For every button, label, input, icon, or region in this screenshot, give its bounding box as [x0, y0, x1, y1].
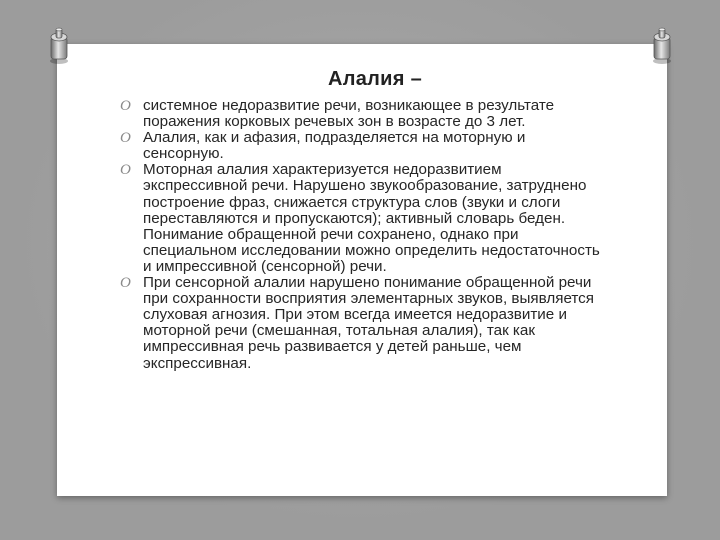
bullet-text: Моторная алалия характеризуется недоразвитием экспрессивной речи. Нарушено звукообразование, затруднено построение фраз, снижается структура слов (звуки и слоги переставляются и пропускаются); активный словарь беден. Понимание обращенной речи сохранено, однако при специальном исследовании можно определить недостаточность и импрессивной (сенсорной) речи. [143, 161, 600, 275]
pushpin-icon [650, 27, 674, 65]
bullet-item [120, 162, 610, 275]
bullet-text: Алалия, как и афазия, подразделяется на моторную и сенсорную. [143, 129, 526, 163]
bullet-marker: O [120, 275, 131, 292]
bullet-item [120, 98, 610, 130]
bullet-marker: O [120, 162, 131, 179]
bullet-item [120, 275, 610, 372]
bullet-marker: O [120, 130, 131, 147]
bullet-list [120, 98, 610, 372]
bullet-marker: O [120, 98, 131, 114]
bullet-text: системное недоразвитие речи, возникающее в результате поражения корковых речевых зон в возрасте до 3 лет. [143, 97, 555, 131]
pushpin-icon [47, 27, 71, 65]
bullet-text: При сенсорной алалии нарушено понимание обращенной речи при сохранности восприятия элементарных звуков, выявляется слуховая агнозия. При этом всегда имеется недоразвитие и моторной речи (смешанная, тотальная алалия), так как импрессивная речь развивается у детей раньше, чем экспрессивная. [143, 274, 594, 372]
bullet-item [120, 130, 610, 162]
slide-title: Алалия – [327, 68, 423, 90]
